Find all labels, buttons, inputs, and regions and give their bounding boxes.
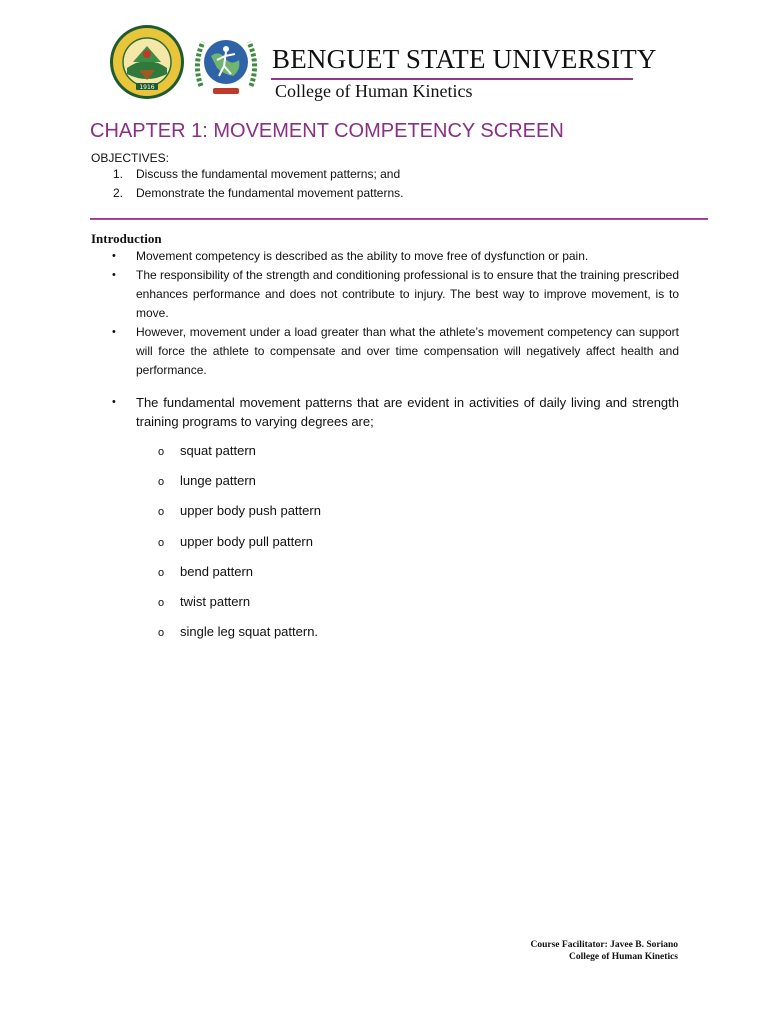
pattern-item [158, 564, 321, 594]
circle-bullet-icon: o [158, 506, 165, 519]
circle-bullet-icon: o [158, 627, 165, 640]
objective-number: 1. [113, 167, 124, 181]
bullet-item [112, 323, 679, 380]
objective-number: 2. [113, 186, 124, 200]
college-name: College of Human Kinetics [275, 81, 473, 101]
pattern-item [158, 503, 321, 533]
introduction-heading: Introduction [91, 231, 162, 246]
page-footer [531, 939, 679, 963]
bullet-text: The responsibility of the strength and conditioning professional is to ensure that the training prescribed enhances performance and does not contribute to injury. The best way to improve movement, is to move. [136, 268, 679, 320]
footer-college: College of Human Kinetics [569, 952, 678, 962]
pattern-text: single leg squat pattern. [180, 624, 319, 640]
human-kinetics-logo [191, 26, 261, 102]
bullet-text: However, movement under a load greater than what the athlete’s movement competency can support will force the athlete to compensate and over time compensation will negatively affect health and performance. [136, 325, 679, 377]
bullet-icon: • [112, 250, 116, 262]
bullet-item [112, 393, 679, 431]
pattern-item [158, 473, 321, 503]
pattern-item [158, 624, 321, 654]
objectives-heading: OBJECTIVES: [91, 151, 170, 165]
bullet-icon: • [112, 269, 116, 281]
patterns-intro-bullet [112, 393, 679, 431]
objective-item [91, 185, 403, 204]
objective-item [91, 166, 403, 185]
bullet-icon: • [112, 326, 116, 338]
bullet-item [112, 247, 679, 266]
pattern-text: squat pattern [180, 443, 256, 458]
circle-bullet-icon: o [158, 446, 165, 458]
section-divider [90, 218, 708, 220]
bullet-icon: • [112, 396, 116, 408]
pattern-text: lunge pattern [180, 473, 256, 489]
bullet-text: The fundamental movement patterns that are evident in activities of daily living and strength training programs to varying degrees are; [136, 395, 679, 429]
bullet-item [112, 266, 679, 323]
introduction-bullets [112, 247, 679, 380]
pattern-text: twist pattern [180, 593, 251, 609]
course-facilitator: Course Facilitator: Javee B. Soriano [530, 940, 678, 950]
objective-text: Demonstrate the fundamental movement patterns. [136, 186, 404, 200]
seal-year-text: 1916 [139, 84, 155, 91]
pattern-item [158, 443, 321, 473]
bullet-text: Movement competency is described as the ability to move free of dysfunction or pain. [136, 249, 589, 263]
header-rule [271, 78, 633, 80]
objectives-list [91, 166, 403, 204]
pattern-item [158, 534, 321, 564]
pattern-text: upper body pull pattern [180, 533, 313, 549]
movement-patterns-list [158, 443, 321, 654]
circle-bullet-icon: o [158, 596, 165, 609]
pattern-text: bend pattern [180, 563, 254, 579]
university-name: BENGUET STATE UNIVERSITY [272, 44, 657, 74]
pattern-item [158, 594, 321, 624]
university-seal-logo [109, 24, 185, 100]
pattern-text: upper body push pattern [180, 503, 321, 519]
circle-bullet-icon: o [158, 476, 165, 489]
circle-bullet-icon: o [158, 566, 165, 579]
circle-bullet-icon: o [158, 536, 165, 549]
chapter-title: CHAPTER 1: MOVEMENT COMPETENCY SCREEN [90, 120, 564, 142]
objective-text: Discuss the fundamental movement patterns; and [136, 167, 401, 181]
